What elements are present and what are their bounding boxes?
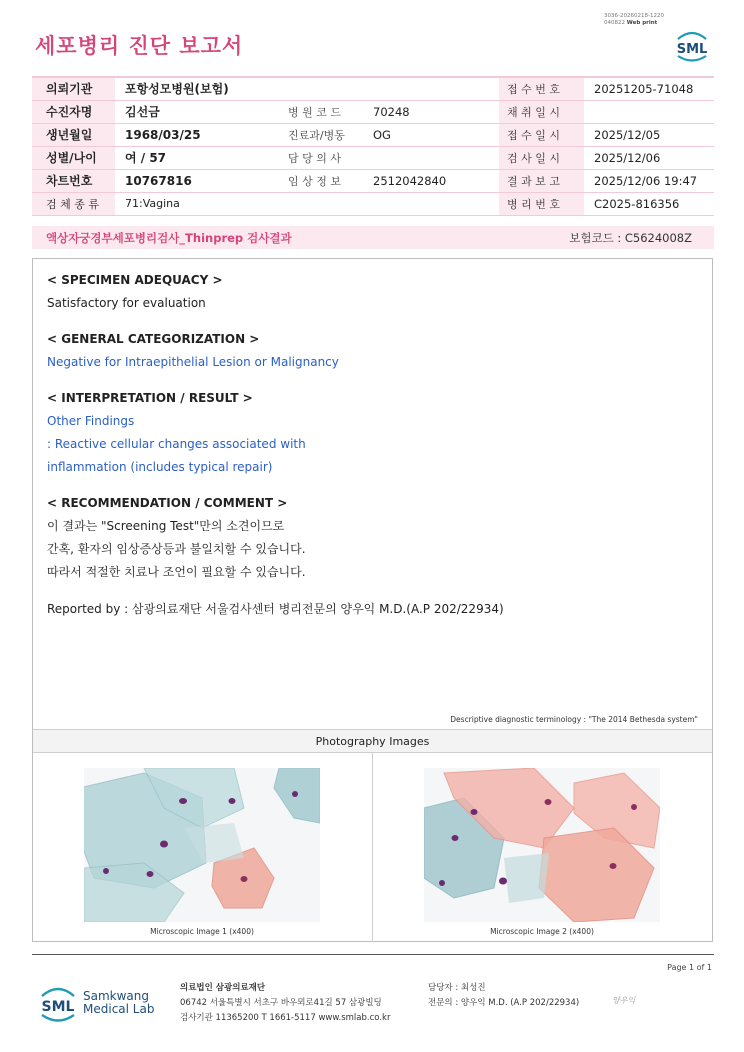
value-result-report: 2025/12/06 19:47 [584,169,714,192]
value-department: OG [365,123,499,146]
org-name: 의료법인 삼광의료재단 [180,983,266,993]
footer-divider [32,954,714,955]
photo-divider [372,753,373,942]
label-clinical-info: 임 상 정 보 [280,169,365,192]
interpretation-line: Other Findings [47,414,135,428]
terminology-note: Descriptive diagnostic terminology : "The 2014 Bethesda system" [450,715,698,724]
microscopic-image-2-caption: Microscopic Image 2 (x400) [490,927,594,936]
recommendation-line: 간혹, 환자의 임상증상등과 불일치할 수 있습니다. [47,542,306,556]
label-physician: 담 당 의 사 [280,146,365,169]
interpretation-header: < INTERPRETATION / RESULT > [47,391,253,405]
info-row [32,77,714,100]
page-number: Page 1 of 1 [667,963,712,972]
info-row [32,146,714,169]
value-requesting-org: 포항성모병원(보험) [115,77,499,100]
label-result-report: 결 과 보 고 [499,169,584,192]
recommendation-line: 이 결과는 "Screening Test"만의 소견이므로 [47,519,285,533]
value-patient-name: 김선금 [115,100,280,123]
value-received-date: 2025/12/05 [584,123,714,146]
interpretation-line: inflammation (includes typical repair) [47,460,273,474]
info-row [32,123,714,146]
report-box [32,258,713,942]
report-content [47,269,687,621]
label-chart-no: 차트번호 [32,169,115,192]
microscopic-image-1 [84,768,320,922]
recommendation-line: 따라서 적절한 치료나 조언이 필요할 수 있습니다. [47,565,306,579]
org-address: 06742 서울특별시 서초구 바우뫼로41길 57 삼광빌딩 [180,998,382,1008]
svg-text:SML: SML [676,42,708,57]
pathologist-signature: 양우익 [612,996,636,1005]
value-collection-date [584,100,714,123]
label-hospital-code: 병 원 코 드 [280,100,365,123]
staff-technician: 담당자 : 최성진 [428,983,486,993]
value-chart-no: 10767816 [115,169,280,192]
company-name: Samkwang Medical Lab [83,989,155,1016]
label-patient-name: 수진자명 [32,100,115,123]
interpretation-line: : Reactive cellular changes associated with [47,437,306,451]
info-row [32,100,714,123]
general-categorization-header: < GENERAL CATEGORIZATION > [47,332,260,346]
photography-images-header: Photography Images [33,729,712,753]
info-row [32,169,714,192]
value-test-date: 2025/12/06 [584,146,714,169]
specimen-adequacy-text: Satisfactory for evaluation [47,296,206,310]
value-birth-date: 1968/03/25 [115,123,280,146]
microscopic-image-2 [424,768,660,922]
label-test-date: 검 사 일 시 [499,146,584,169]
value-clinical-info: 2512042840 [365,169,499,192]
staff-info [428,981,579,1011]
organization-info [180,981,390,1026]
sml-logo-footer [36,982,80,1024]
insurance-code: 보험코드 : C5624008Z [569,231,692,245]
value-sex-age: 여 / 57 [115,146,280,169]
exam-bar [32,226,714,249]
exam-name: 액상자궁경부세포병리검사_Thinprep 검사결과 [46,231,292,245]
value-pathology-no: C2025-816356 [584,192,714,215]
label-collection-date: 채 취 일 시 [499,100,584,123]
sml-logo [672,27,712,63]
recommendation-header: < RECOMMENDATION / COMMENT > [47,496,288,510]
patient-info-table [32,76,714,216]
label-sex-age: 성별/나이 [32,146,115,169]
general-categorization-text: Negative for Intraepithelial Lesion or Malignancy [47,355,339,369]
label-requesting-org: 의뢰기관 [32,77,115,100]
info-row [32,192,714,215]
label-department: 진료과/병동 [280,123,365,146]
reported-by: Reported by : 삼광의료재단 서울검사센터 병리전문의 양우익 M.D.(A.P 202/22934) [47,602,504,616]
value-hospital-code: 70248 [365,100,499,123]
value-specimen-type: 71:Vagina [115,192,499,215]
label-accession-no: 접 수 번 호 [499,77,584,100]
value-accession-no: 20251205-71048 [584,77,714,100]
label-specimen-type: 검 체 종 류 [32,192,115,215]
org-contact: 검사기관 11365200 T 1661-5117 www.smlab.co.kr [180,1013,391,1023]
label-received-date: 접 수 일 시 [499,123,584,146]
label-pathology-no: 병 리 번 호 [499,192,584,215]
value-physician [365,146,499,169]
microscopic-image-1-caption: Microscopic Image 1 (x400) [150,927,254,936]
label-birth-date: 생년월일 [32,123,115,146]
report-title: 세포병리 진단 보고서 [35,34,244,58]
staff-pathologist: 전문의 : 양우익 M.D. (A.P 202/22934) [428,998,580,1008]
svg-text:SML: SML [41,999,75,1015]
print-id: 3036-20260218-1220 040822 Web print [604,13,664,26]
specimen-adequacy-header: < SPECIMEN ADEQUACY > [47,273,223,287]
